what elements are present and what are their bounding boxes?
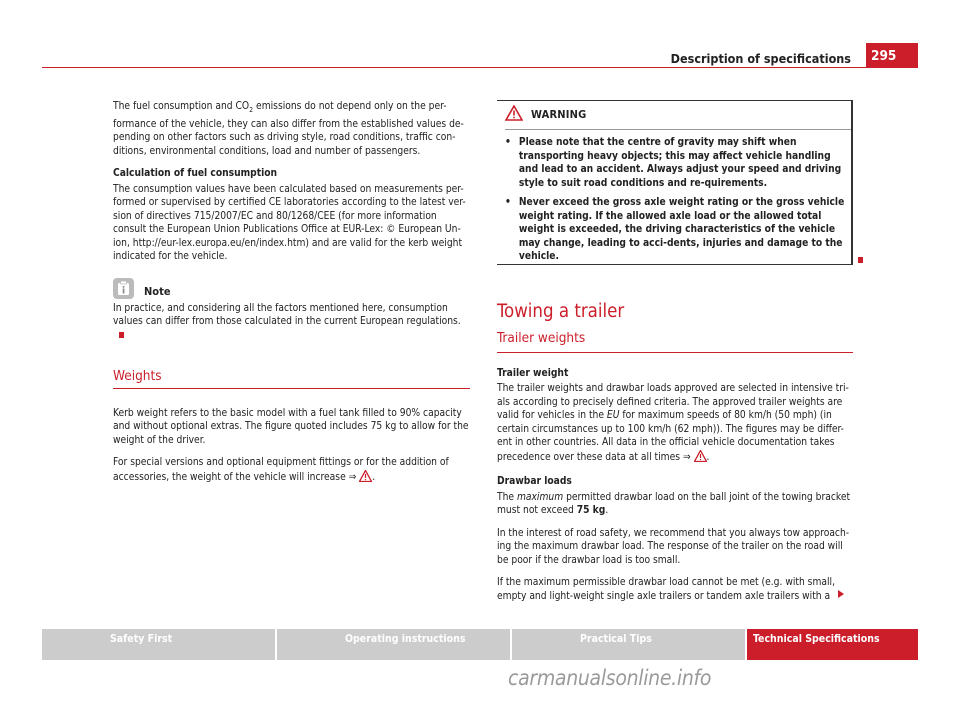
intro-paragraph: The fuel consumption and $CO_2$ emissions do not depend only on the per-formance of the vehicle, they can also differ from the established values de-pending on other factors such as driving style, road conditions, traffic con-ditions, environmental conditions, load and number of passengers. [113, 101, 464, 157]
drawbar-paragraph-2: In the interest of road safety, we recommend that you always tow approach-ing the maximum drawbar load. The response of the trailer on the road will be poor if the drawbar load is too small. [497, 527, 850, 566]
tab-safety-first[interactable]: Safety First [42, 629, 275, 660]
section-end-marker [858, 257, 863, 263]
trailer-weight-subheading: Trailer weight [497, 367, 569, 379]
weights-heading: Weights [113, 370, 470, 389]
section-end-marker [119, 332, 124, 338]
towing-heading: Towing a trailer [497, 300, 625, 322]
note-title: Note [144, 285, 171, 299]
warning-reference-icon[interactable] [694, 450, 707, 467]
warning-title: WARNING [531, 108, 587, 122]
tab-operating-instructions[interactable]: Operating instructions [277, 629, 510, 660]
drawbar-paragraph-3: If the maximum permissible drawbar load cannot be met (e.g. with small, empty and light-weight single axle trailers or tandem axle trailers with a [497, 577, 835, 602]
page-number: 295 [866, 43, 918, 68]
note-block [113, 278, 470, 343]
trailer-weight-paragraph: The trailer weights and drawbar loads approved are selected in intensive tri-als according to precisely defined criteria. The approved trailer weights are valid for vehicles in the EU for maximum speeds of 80 km/h (50 mph) (in certain circumstances up to 100 km/h (62 mph)). The figures may be differ-ent in other countries. All data in the official vehicle documentation takes precedence over these data at all times ⇒ . [497, 382, 853, 466]
drawbar-paragraph-1: The maximum permitted drawbar load on the ball joint of the towing bracket must not exceed 75 kg. [497, 491, 851, 516]
info-note-icon [113, 278, 134, 299]
trailer-weights-heading: Trailer weights [497, 332, 853, 353]
warning-icon [505, 105, 523, 126]
right-column [497, 100, 853, 612]
header-divider [42, 67, 918, 68]
calculation-heading: Calculation of fuel consumption [113, 168, 278, 180]
tab-practical-tips[interactable]: Practical Tips [512, 629, 745, 660]
footer-nav [42, 629, 918, 660]
watermark: carmanualsonline.info [508, 666, 712, 690]
page-header-title: Description of specifications [670, 51, 851, 66]
warning-box [497, 100, 853, 265]
warning-item: • Please note that the centre of gravity may shift when transporting heavy objects; this may affect vehicle handling and lead to an accident. Always adjust your speed and driving style to suit road conditions and re-quirements. [505, 137, 842, 189]
warning-item: • Never exceed the gross axle weight rating or the gross vehicle weight rating. If the allowed axle load or the allowed total weight is exceeded, the driving characteristics of the vehicle may change, leading to acci-dents, injuries and damage to the vehicle. [505, 197, 845, 262]
calculation-paragraph: The consumption values have been calculated based on measurements per-formed or supervised by certified CE laboratories according to the latest ver-sion of directives 715/2007/EC and 80/1268/CEE (for more information consult the European Union Publications Office at EUR-Lex: © European Un-ion, http://eur-lex.europa.eu/en/index.htm) and are valid for the kerb weight indicated for the vehicle. [113, 183, 466, 263]
left-column [113, 100, 470, 495]
weights-paragraph-2: For special versions and optional equipment fittings or for the addition of accessories, the weight of the vehicle will increase ⇒ . [113, 456, 470, 486]
tab-technical-specifications[interactable]: Technical Specifications [747, 629, 918, 660]
warning-reference-icon[interactable] [359, 470, 372, 487]
note-text: In practice, and considering all the factors mentioned here, consumption values can differ from those calculated in the current European regulations. [113, 302, 470, 343]
continue-arrow-icon [838, 590, 844, 598]
weights-paragraph-1: Kerb weight refers to the basic model with a fuel tank filled to 90% capacity and without optional extras. The figure quoted includes 75 kg to allow for the weight of the driver. [113, 407, 469, 446]
drawbar-heading: Drawbar loads [497, 476, 572, 487]
